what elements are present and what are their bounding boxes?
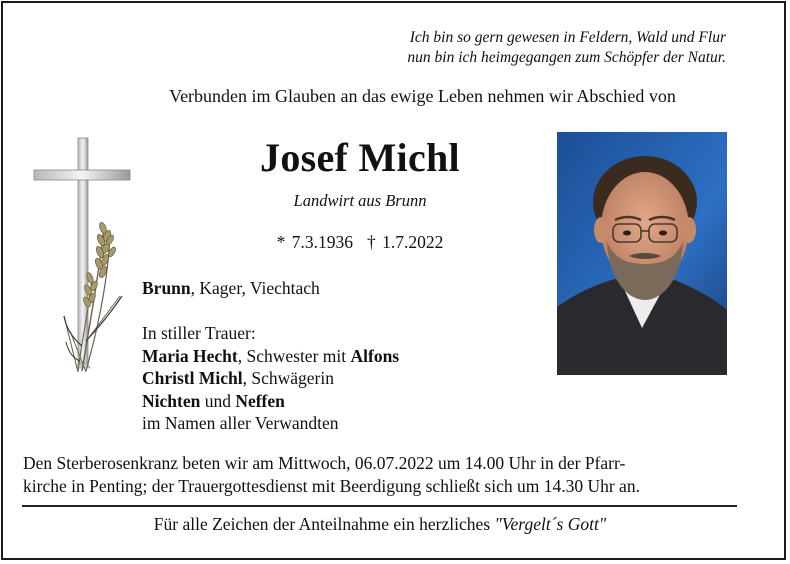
place-rest: , Kager, Viechtach — [190, 278, 320, 298]
death-date: † 1.7.2022 — [367, 232, 444, 252]
thanks-quote: "Vergelt´s Gott" — [494, 514, 607, 534]
divider — [22, 505, 737, 507]
deceased-name: Josef Michl — [260, 135, 460, 180]
birth-date: * 7.3.1936 — [276, 232, 353, 252]
mourner-line — [142, 390, 399, 413]
verse-line-1: Ich bin so gern gewesen in Feldern, Wald und Flur — [409, 29, 726, 46]
thanks-text: Für alle Zeichen der Anteilnahme ein herzliches — [153, 514, 495, 534]
mourner-name: Alfons — [350, 345, 400, 366]
verse-line-2: nun bin ich heimgegangen zum Schöpfer der Natur. — [407, 49, 726, 66]
mourner-name: Nichten — [142, 390, 201, 411]
mourner-name: Christl Michl — [142, 368, 243, 388]
mourners-heading: In stiller Trauer: — [142, 323, 256, 343]
service-notice-line-2: kirche in Penting; der Trauergottesdienst mit Beerdigung schließt sich um 14.30 Uhr an. — [23, 476, 640, 496]
cross-with-wheat-icon — [30, 136, 136, 380]
mourner-relation: , Schwester mit — [237, 345, 351, 366]
verse-quote — [407, 28, 726, 68]
mourner-name: Neffen — [235, 390, 285, 411]
life-dates — [195, 232, 525, 253]
mourner-name: Maria Hecht — [142, 345, 238, 366]
mourner-line: im Namen aller Verwandten — [142, 413, 339, 433]
mourner-line — [142, 345, 399, 368]
service-notice — [23, 452, 768, 498]
service-notice-line-1: Den Sterberosenkranz beten wir am Mittwoch, 06.07.2022 um 14.00 Uhr in der Pfarr- — [23, 453, 626, 473]
mourner-line — [142, 367, 399, 390]
mourner-relation: , Schwägerin — [242, 368, 334, 388]
mourner-conjunction: und — [200, 390, 236, 411]
intro-text: Verbunden im Glauben an das ewige Leben nehmen wir Abschied von — [169, 86, 676, 106]
thanks-line — [0, 514, 760, 535]
mourners-block — [142, 322, 399, 435]
places-line — [142, 278, 320, 299]
place-primary: Brunn — [142, 278, 191, 298]
portrait-photo — [557, 132, 727, 375]
deceased-occupation: Landwirt aus Brunn — [293, 191, 427, 210]
